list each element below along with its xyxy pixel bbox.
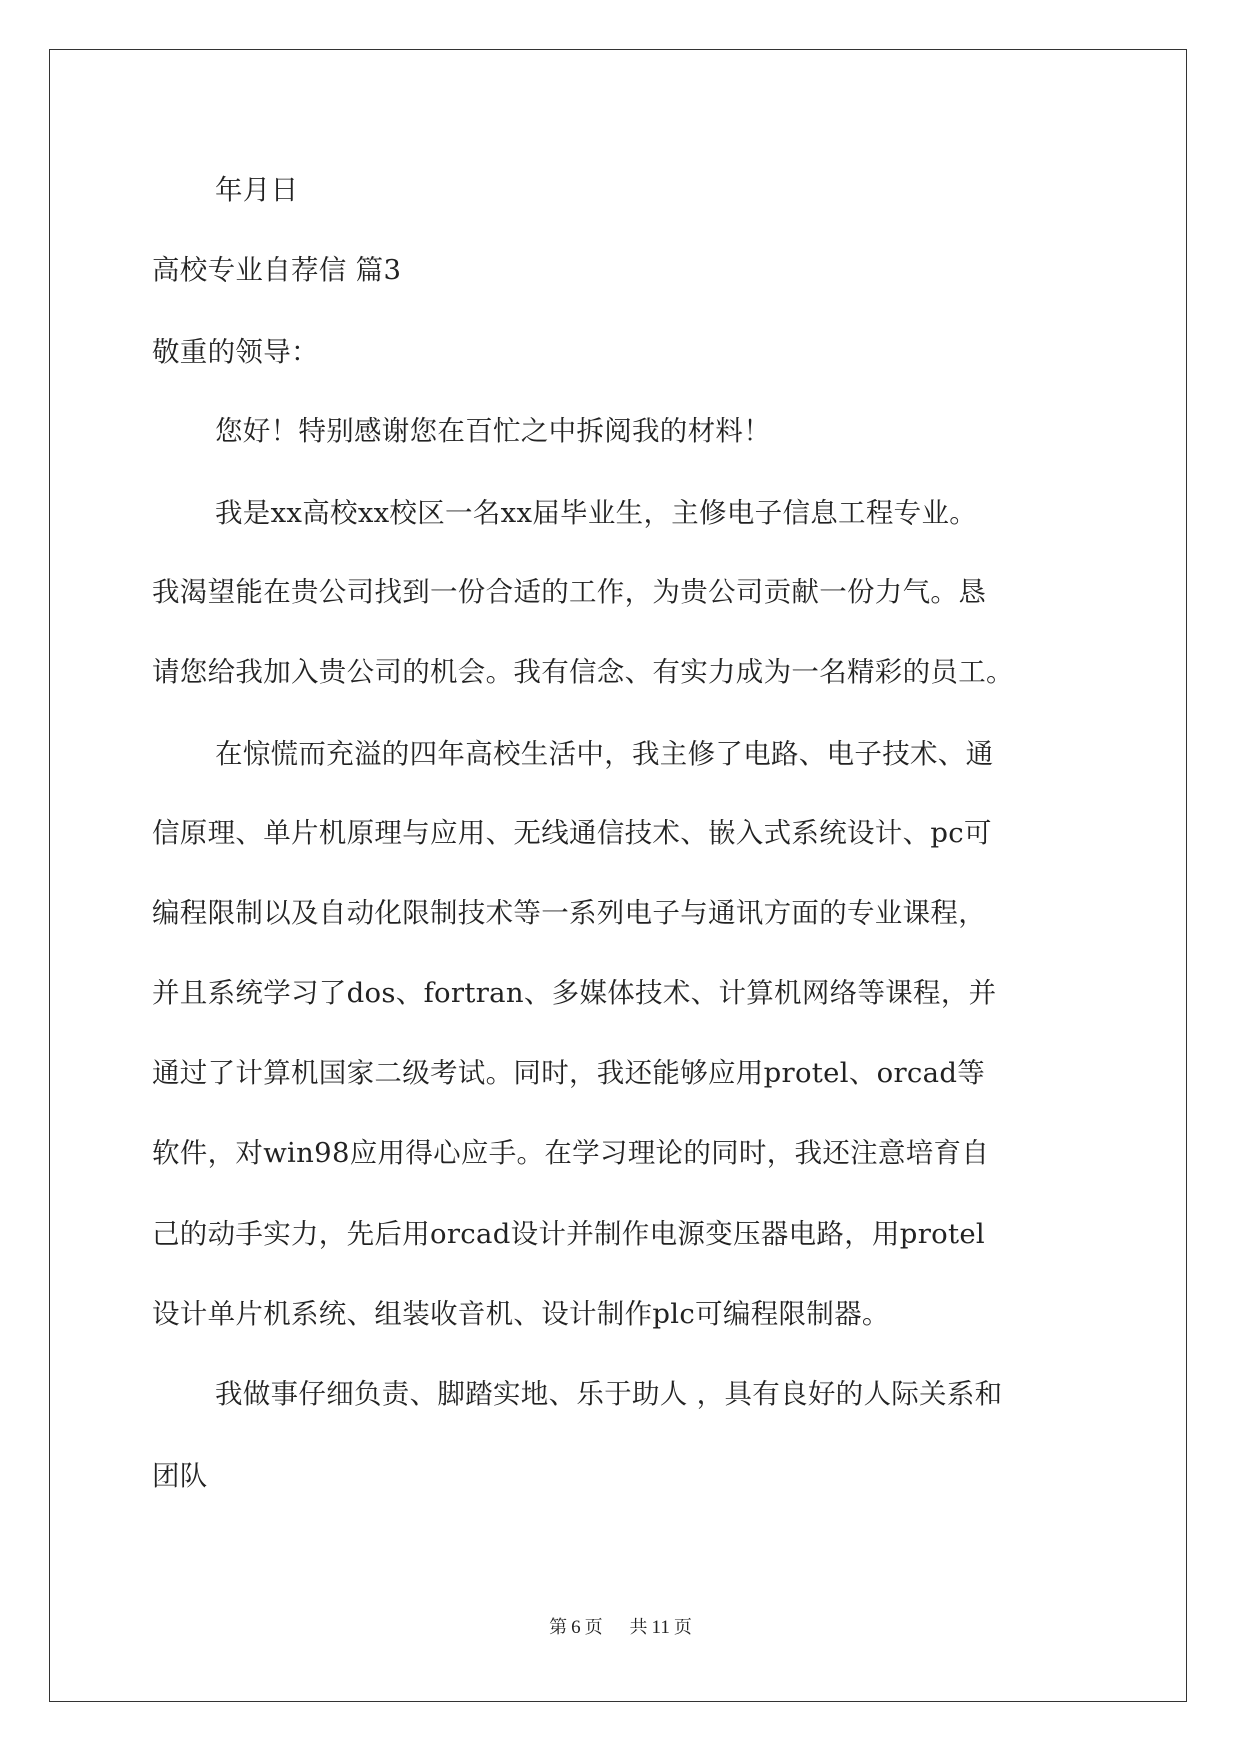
body-text-line: 我是xx高校xx校区一名xx届毕业生，主修电子信息工程专业。 (215, 497, 978, 529)
section-heading: 高校专业自荐信 篇3 (152, 254, 402, 286)
footer-total-prefix: 共 (629, 1617, 648, 1638)
body-text-line: 软件，对win98应用得心应手。在学习理论的同时，我还注意培育自 (152, 1137, 990, 1169)
footer-total-suffix: 页 (673, 1617, 692, 1638)
total-pages: 11 (651, 1617, 670, 1638)
body-text-line: 己的动手实力，先后用orcad设计并制作电源变压器电路，用protel (152, 1218, 986, 1250)
body-text-line: 我渴望能在贵公司找到一份合适的工作，为贵公司贡献一份力气。恳 (152, 576, 986, 608)
body-text-line: 设计单片机系统、组装收音机、设计制作plc可编程限制器。 (152, 1298, 890, 1330)
body-text-line: 团队 (152, 1460, 208, 1492)
salutation: 敬重的领导： (152, 336, 319, 368)
body-text-line: 我做事仔细负责、脚踏实地、乐于助人 ，具有良好的人际关系和 (215, 1378, 1003, 1410)
body-text-line: 通过了计算机国家二级考试。同时，我还能够应用protel、orcad等 (152, 1057, 986, 1089)
page-number: 6 (571, 1617, 581, 1638)
greeting-paragraph: 您好！特别感谢您在百忙之中拆阅我的材料！ (215, 415, 771, 447)
body-text-line: 在惊慌而充溢的四年高校生活中，我主修了电路、电子技术、通 (215, 738, 994, 770)
date-line: 年月日 (215, 174, 299, 206)
body-text-line: 编程限制以及自动化限制技术等一系列电子与通讯方面的专业课程， (152, 897, 986, 929)
body-text-line: 信原理、单片机原理与应用、无线通信技术、嵌入式系统设计、pc可 (152, 817, 992, 849)
footer-page-suffix: 页 (584, 1617, 603, 1638)
body-text-line: 请您给我加入贵公司的机会。我有信念、有实力成为一名精彩的员工。 (152, 656, 1014, 688)
body-text-line: 并且系统学习了dos、fortran、多媒体技术、计算机网络等课程，并 (152, 977, 997, 1009)
page-border (49, 49, 1187, 1702)
page-footer (0, 1616, 1241, 1640)
footer-prefix: 第 (549, 1617, 568, 1638)
